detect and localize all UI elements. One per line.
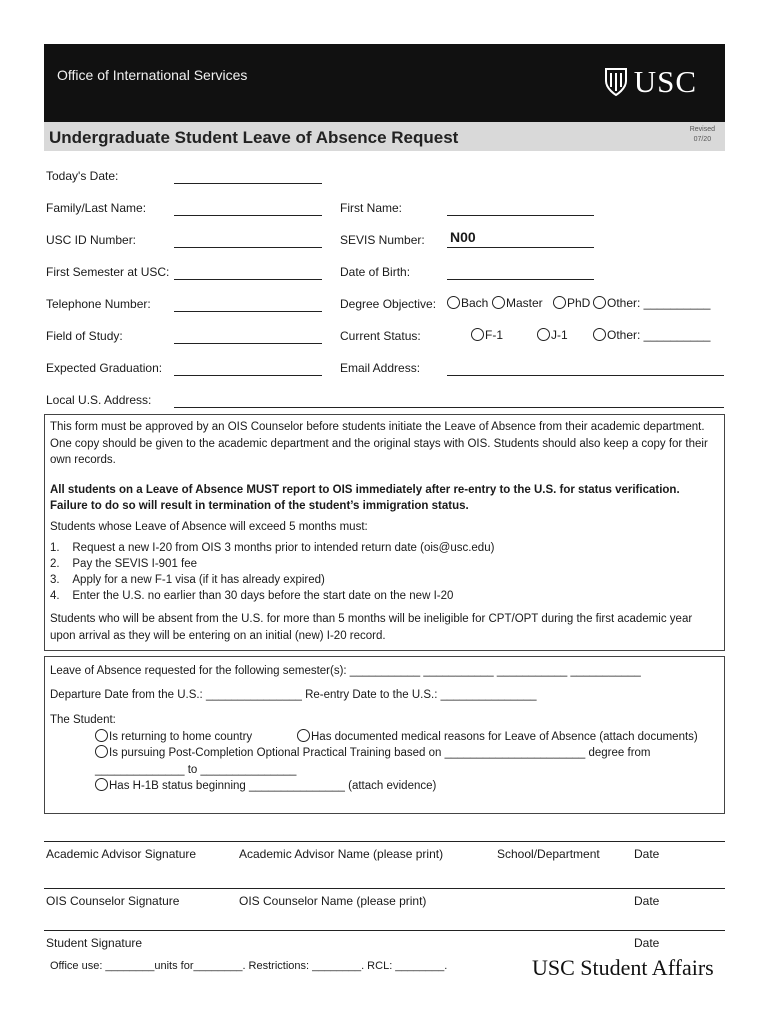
bold-warning-1: All students on a Leave of Absence MUST report to OIS immediately after re-entry to the U.S. for status verification. bbox=[50, 484, 680, 496]
todays-date-label: Today's Date: bbox=[46, 169, 119, 183]
shield-icon bbox=[604, 67, 628, 97]
radio-circle-icon bbox=[492, 296, 505, 309]
status-radio-j1[interactable]: J-1 bbox=[537, 328, 568, 342]
option-h1b[interactable]: Has H-1B status beginning _______________ (attach evidence) bbox=[95, 778, 436, 795]
signature-line-student[interactable] bbox=[44, 930, 725, 931]
radio-circle-icon bbox=[593, 296, 606, 309]
school-department-label: School/Department bbox=[497, 847, 600, 861]
revised-date: 07/20 bbox=[693, 136, 712, 143]
list-item: 2. Pay the SEVIS I-901 fee bbox=[50, 558, 198, 570]
degree-objective-label: Degree Objective: bbox=[340, 297, 437, 311]
advisor-name-label: Academic Advisor Name (please print) bbox=[239, 847, 444, 861]
the-student-label: The Student: bbox=[50, 714, 116, 726]
radio-circle-icon bbox=[95, 745, 108, 758]
field-of-study-label: Field of Study: bbox=[46, 329, 123, 343]
logo-text: USC bbox=[633, 64, 697, 99]
list-item: 4. Enter the U.S. no earlier than 30 days before the start date on the new I-20 bbox=[50, 590, 454, 602]
ois-signature-label: OIS Counselor Signature bbox=[46, 894, 180, 908]
degree-radio-bach[interactable]: Bach bbox=[447, 296, 488, 310]
radio-circle-icon bbox=[471, 328, 484, 341]
first-name-label: First Name: bbox=[340, 201, 403, 215]
local-address-label: Local U.S. Address: bbox=[46, 393, 152, 407]
degree-radio-phd[interactable]: PhD bbox=[553, 296, 590, 310]
header-bar bbox=[44, 44, 725, 122]
expected-grad-label: Expected Graduation: bbox=[46, 361, 163, 375]
student-date-label: Date bbox=[634, 936, 660, 950]
semester-line[interactable]: Leave of Absence requested for the following semester(s): ___________ ___________ ___________ ___________ bbox=[50, 665, 641, 677]
telephone-input[interactable] bbox=[174, 311, 322, 312]
sevis-input[interactable] bbox=[447, 247, 594, 248]
usc-logo bbox=[604, 64, 697, 100]
first-semester-label: First Semester at USC: bbox=[46, 265, 170, 279]
option-home-country[interactable]: Is returning to home country bbox=[95, 729, 252, 746]
radio-circle-icon bbox=[553, 296, 566, 309]
dob-input[interactable] bbox=[447, 279, 594, 280]
dob-label: Date of Birth: bbox=[340, 265, 411, 279]
list-item: 3. Apply for a new F-1 visa (if it has already expired) bbox=[50, 574, 325, 586]
local-address-input[interactable] bbox=[174, 407, 724, 408]
option-opt[interactable]: Is pursuing Post-Completion Optional Practical Training based on ______________________ degree from bbox=[95, 745, 651, 762]
cpt-text: Students who will be absent from the U.S. for more than 5 months will be ineligible for CPT/OPT during the first academic year upon arrival as they will be entering on an initial (new) I-20 record. bbox=[50, 613, 693, 642]
advisor-date-label: Date bbox=[634, 847, 660, 861]
title-bar bbox=[44, 122, 725, 151]
intro-text: This form must be approved by an OIS Counselor before students initiate the Leave of Absence from their academic department. One copy should be given to the academic department and the original stays with OIS. Students should also keep a copy for their own records. bbox=[50, 421, 708, 466]
current-status-label: Current Status: bbox=[340, 329, 421, 343]
radio-circle-icon bbox=[95, 778, 108, 791]
revision-note bbox=[690, 125, 715, 145]
first-name-input[interactable] bbox=[447, 215, 594, 216]
status-radio-f1[interactable]: F-1 bbox=[471, 328, 503, 342]
radio-circle-icon bbox=[537, 328, 550, 341]
radio-circle-icon bbox=[593, 328, 606, 341]
student-signature-label: Student Signature bbox=[46, 936, 143, 950]
radio-circle-icon bbox=[297, 729, 310, 742]
page-title: Undergraduate Student Leave of Absence Request bbox=[49, 128, 459, 147]
dates-line[interactable]: Departure Date from the U.S.: _______________ Re-entry Date to the U.S.: _______________ bbox=[50, 689, 537, 701]
expected-grad-input[interactable] bbox=[174, 375, 322, 376]
radio-circle-icon bbox=[95, 729, 108, 742]
todays-date-input[interactable] bbox=[174, 183, 322, 184]
advisor-signature-label: Academic Advisor Signature bbox=[46, 847, 197, 861]
bold-warning-2: Failure to do so will result in termination of the student’s immigration status. bbox=[50, 500, 469, 512]
ois-date-label: Date bbox=[634, 894, 660, 908]
exceed-text: Students whose Leave of Absence will exceed 5 months must: bbox=[50, 521, 368, 533]
signature-line-advisor[interactable] bbox=[44, 841, 725, 842]
telephone-label: Telephone Number: bbox=[46, 297, 151, 311]
field-of-study-input[interactable] bbox=[174, 343, 322, 344]
email-label: Email Address: bbox=[340, 361, 421, 375]
student-affairs-logo: USC Student Affairs bbox=[532, 955, 714, 980]
sevis-prefix: N00 bbox=[450, 229, 476, 245]
status-radio-other[interactable]: Other: __________ bbox=[593, 328, 710, 342]
signature-line-ois[interactable] bbox=[44, 888, 725, 889]
family-name-input[interactable] bbox=[174, 215, 322, 216]
usc-id-input[interactable] bbox=[174, 247, 322, 248]
sevis-label: SEVIS Number: bbox=[340, 233, 425, 247]
option-medical[interactable]: Has documented medical reasons for Leave of Absence (attach documents) bbox=[297, 729, 698, 746]
radio-circle-icon bbox=[447, 296, 460, 309]
list-item: 1. Request a new I-20 from OIS 3 months prior to intended return date (ois@usc.edu) bbox=[50, 542, 495, 554]
degree-radio-master[interactable]: Master bbox=[492, 296, 543, 310]
degree-radio-other[interactable]: Other: __________ bbox=[593, 296, 710, 310]
option-opt-dates[interactable]: ______________ to _______________ bbox=[95, 764, 297, 776]
usc-id-label: USC ID Number: bbox=[46, 233, 137, 247]
family-name-label: Family/Last Name: bbox=[46, 201, 147, 215]
revised-label: Revised bbox=[689, 126, 715, 133]
first-semester-input[interactable] bbox=[174, 279, 322, 280]
office-use-line: Office use: ________units for________. Restrictions: ________. RCL: ________. bbox=[50, 960, 448, 972]
email-input[interactable] bbox=[447, 375, 724, 376]
office-name: Office of International Services bbox=[57, 67, 248, 83]
ois-name-label: OIS Counselor Name (please print) bbox=[239, 894, 427, 908]
